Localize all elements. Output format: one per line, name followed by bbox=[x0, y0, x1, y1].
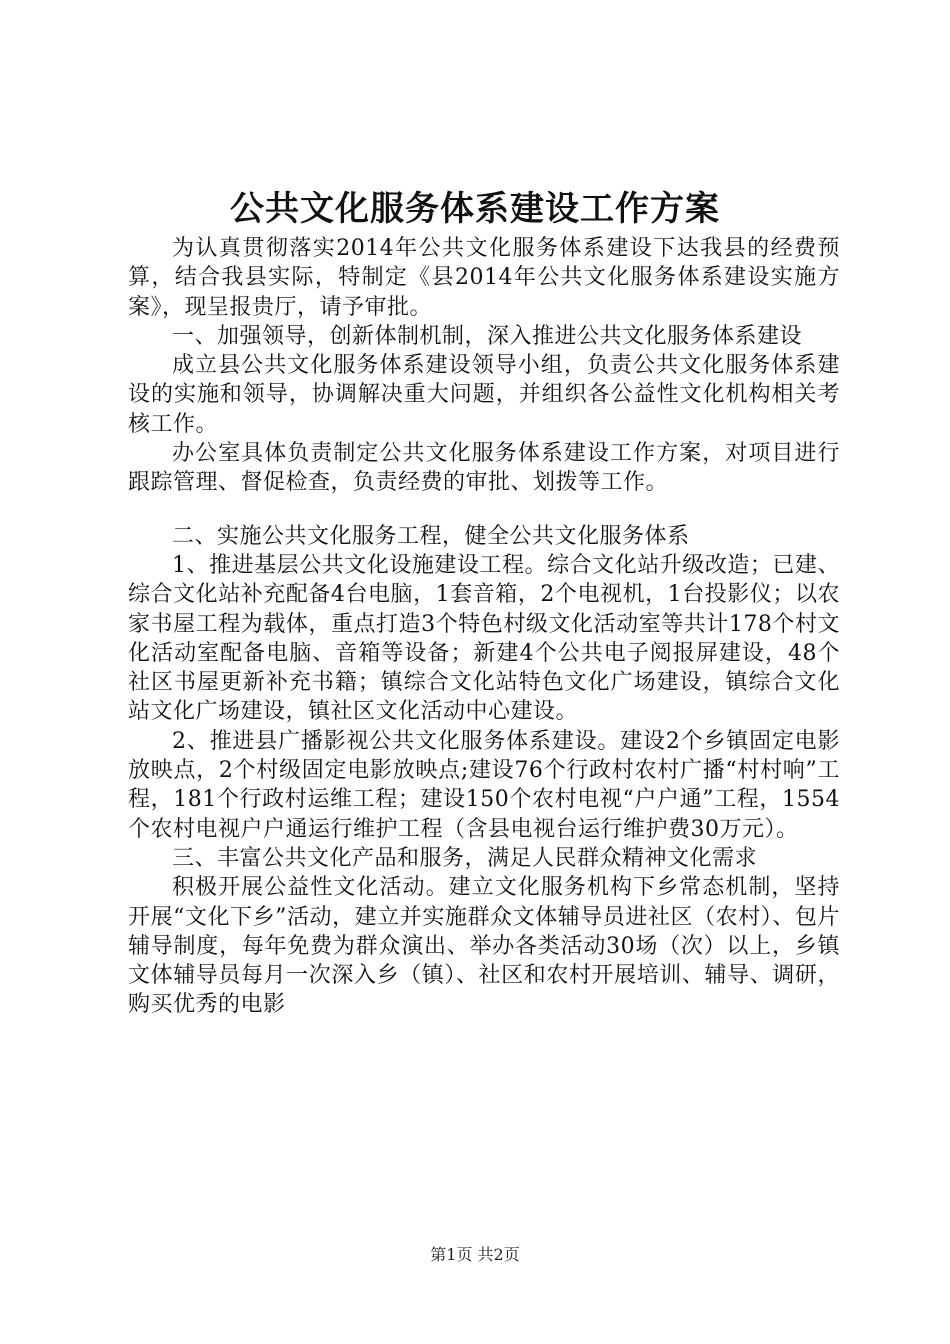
document-body bbox=[128, 234, 840, 1020]
document-title: 公共文化服务体系建设工作方案 bbox=[230, 189, 720, 229]
intro-paragraph: 为认真贯彻落实2014年公共文化服务体系建设下达我县的经费预算，结合我县实际，特制定《县2014年公共文化服务体系建设实施方案》，现呈报贵厅，请予审批。 bbox=[128, 236, 840, 320]
section-heading-2: 二、实施公共文化服务工程，健全公共文化服务体系 bbox=[172, 523, 690, 549]
body-paragraph: 积极开展公益性文化活动。建立文化服务机构下乡常态机制，坚持开展“文化下乡”活动，建立并实施群众文体辅导员进社区（农村）、包片辅导制度，每年免费为群众演出、举办各类活动30场（次）以上，乡镇文体辅导员每月一次深入乡（镇）、社区和农村开展培训、辅导、调研，购买优秀的电影 bbox=[128, 875, 840, 1018]
list-item: 2、推进县广播影视公共文化服务体系建设。建设2个乡镇固定电影放映点，2个村级固定电影放映点;建设76个行政村农村广播“村村响”工程，181个行政村运维工程；建设150个农村电视“户户通”工程，1554个农村电视户户通运行维护工程（含县电视台运行维护费30万元）。 bbox=[128, 728, 840, 842]
body-paragraph: 办公室具体负责制定公共文化服务体系建设工作方案，对项目进行跟踪管理、督促检查，负责经费的审批、划拨等工作。 bbox=[128, 441, 840, 496]
body-paragraph: 成立县公共文化服务体系建设领导小组，负责公共文化服务体系建设的实施和领导，协调解决重大问题，并组织各公益性文化机构相关考核工作。 bbox=[128, 353, 840, 437]
list-item: 1、推进基层公共文化设施建设工程。综合文化站升级改造；已建、综合文化站补充配备4台电脑，1套音箱，2个电视机，1台投影仪；以农家书屋工程为载体，重点打造3个特色村级文化活动室等共计178个村文化活动室配备电脑、音箱等设备；新建4个公共电子阅报屏建设，48个社区书屋更新补充书籍；镇综合文化站特色文化广场建设，镇综合文化站文化广场建设，镇社区文化活动中心建设。 bbox=[128, 552, 840, 725]
page-number-footer: 第1页 共2页 bbox=[430, 1245, 520, 1264]
section-heading-1: 一、加强领导，创新体制机制，深入推进公共文化服务体系建设 bbox=[172, 323, 803, 349]
section-heading-3: 三、丰富公共文化产品和服务，满足人民群众精神文化需求 bbox=[172, 845, 758, 871]
